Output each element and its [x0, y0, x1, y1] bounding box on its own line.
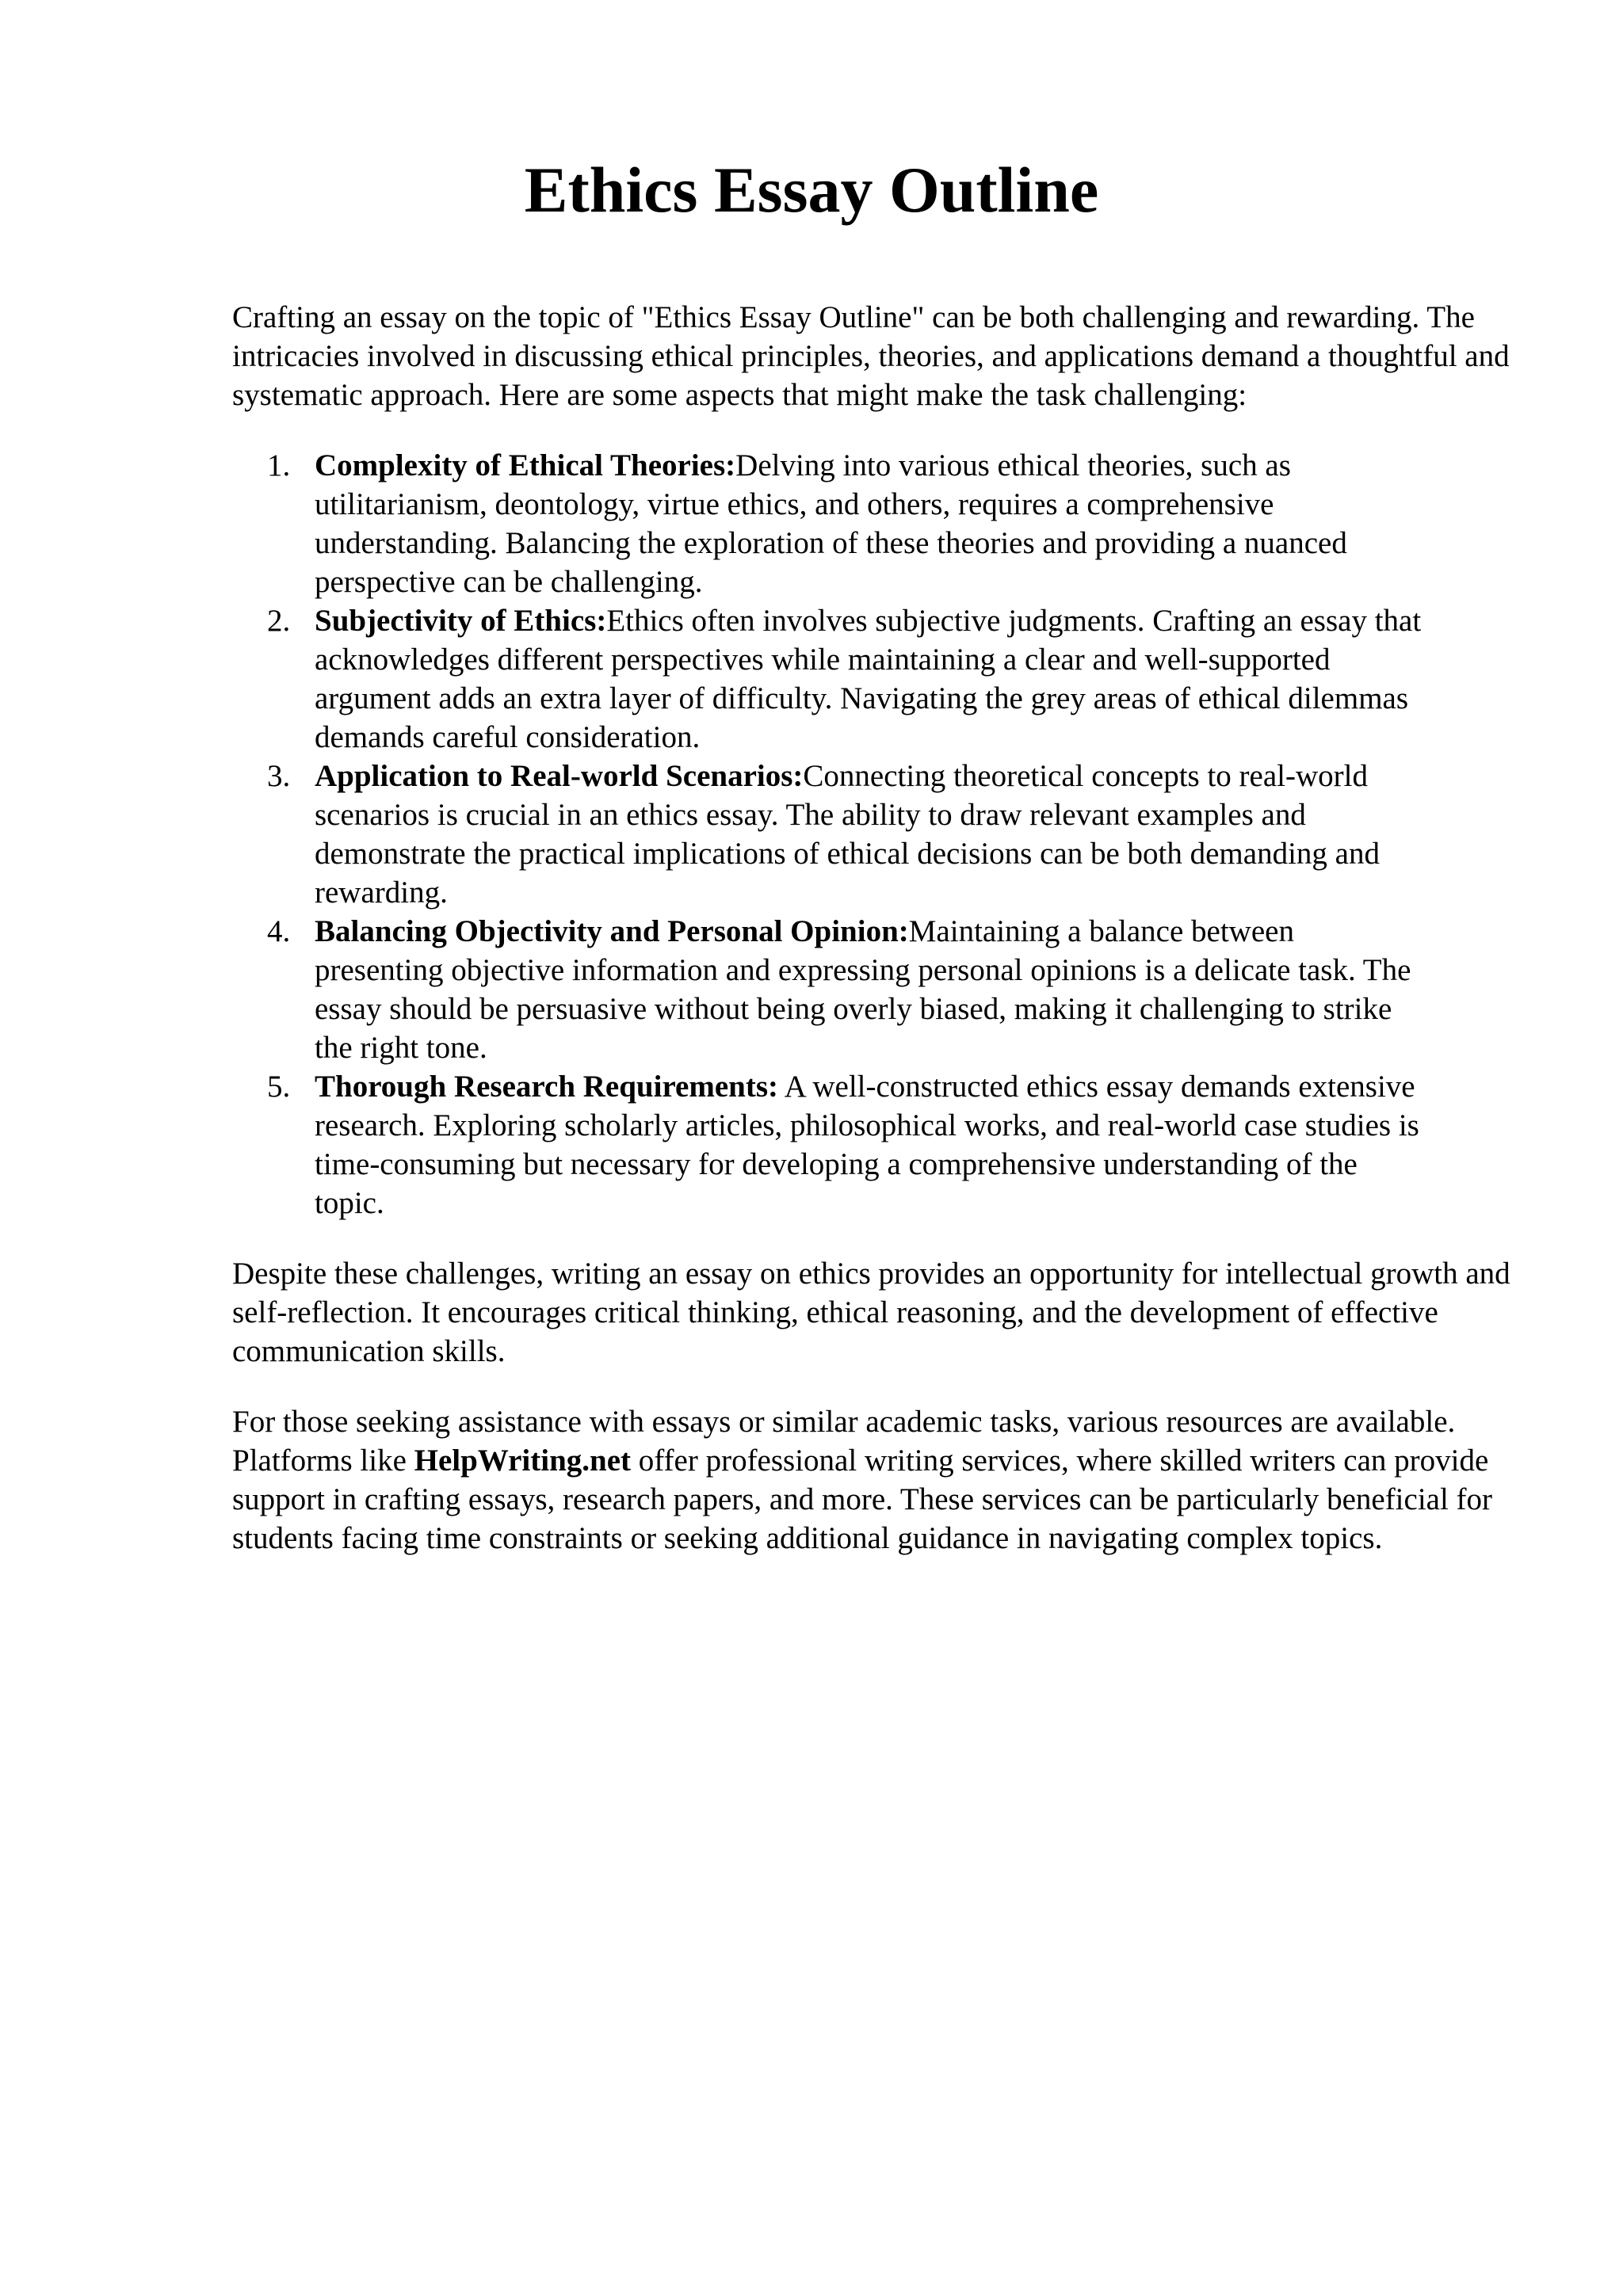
list-item-title: Balancing Objectivity and Personal Opinion:: [315, 914, 909, 948]
resources-text-before: For those seeking assistance with essays or similar academic tasks, various resources are available. Platforms like: [232, 1405, 1456, 1478]
list-item-number: 5.: [267, 1070, 291, 1104]
resources-text-after: offer professional writing services, where skilled writers can provide support in crafting essays, research papers, and more. These services can be particularly beneficial for students facing time constraints or seeking additional guidance in navigating complex topics.: [232, 1444, 1493, 1555]
intro-paragraph: Crafting an essay on the topic of "Ethics Essay Outline" can be both challenging and rewarding. The intricacies involved in discussing ethical principles, theories, and applications demand a thoughtful and systematic approach. Here are some aspects that might make the task challenging:: [232, 300, 1510, 412]
list-item-text: Ethics often involves subjective judgments. Crafting an essay that acknowledges different perspectives while maintaining a clear and well-supported argument adds an extra layer of difficulty. Navigating the grey areas of ethical dilemmas demands careful consideration.: [315, 604, 1422, 754]
list-item: [232, 601, 1424, 757]
list-item-number: 4.: [267, 914, 291, 948]
list-item-number: 2.: [267, 604, 291, 638]
list-item-number: 1.: [267, 448, 291, 482]
list-item-text: Maintaining a balance between presenting objective information and expressing personal opinions is a delicate task. The essay should be persuasive without being overly biased, making it challenging to strike the right tone.: [315, 914, 1411, 1065]
list-item: [232, 912, 1424, 1067]
document-body: [232, 298, 1532, 1558]
list-item: [232, 757, 1424, 912]
list-item-title: Application to Real-world Scenarios:: [315, 759, 804, 793]
list-item-number: 3.: [267, 759, 291, 793]
document-title: Ethics Essay Outline: [524, 154, 1099, 226]
conclusion-paragraph: Despite these challenges, writing an essay on ethics provides an opportunity for intellectual growth and self-reflection. It encourages critical thinking, ethical reasoning, and the development of effective communication skills.: [232, 1257, 1510, 1368]
brand-name: HelpWriting.net: [414, 1444, 632, 1478]
list-item-title: Complexity of Ethical Theories:: [315, 448, 736, 482]
list-item-text: Connecting theoretical concepts to real-world scenarios is crucial in an ethics essay. The ability to draw relevant examples and demonstrate the practical implications of ethical decisions can be both demanding and rewarding.: [315, 759, 1380, 910]
list-item-text: A well-constructed ethics essay demands extensive research. Exploring scholarly articles, philosophical works, and real-world case studies is time-consuming but necessary for developing a comprehensive understanding of the topic.: [315, 1070, 1419, 1220]
list-item-title: Thorough Research Requirements:: [315, 1070, 778, 1104]
resources-paragraph: [232, 1402, 1532, 1558]
list-item-text: Delving into various ethical theories, such as utilitarianism, deontology, virtue ethics, and others, requires a comprehensive understanding. Balancing the exploration of these theories and providing a nuanced perspective can be challenging.: [315, 448, 1347, 599]
list-item: [232, 446, 1424, 601]
list-item: [232, 1067, 1424, 1222]
list-item-title: Subjectivity of Ethics:: [315, 604, 607, 638]
challenges-list: [232, 446, 1532, 1222]
